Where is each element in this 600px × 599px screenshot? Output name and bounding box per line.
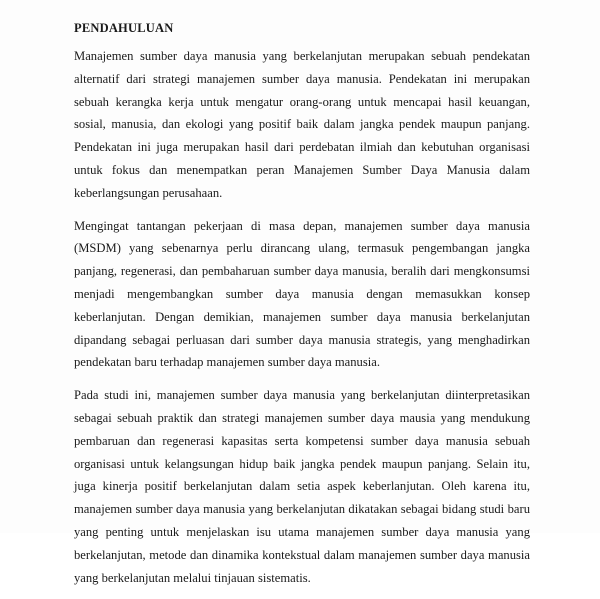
paragraph-3: Pada studi ini, manajemen sumber daya manusia yang berkelanjutan diinterpretasikan sebagai sebuah praktik dan strategi manajemen sumber daya mausia yang mendukung pembaruan dan regenerasi kapasitas serta kompetensi sumber daya manusia sebuah organisasi untuk kelangsungan hidup baik jangka pendek maupun panjang. Selain itu, juga kinerja positif berkelanjutan dalam setia aspek keberlanjutan. Oleh karena itu, manajemen sumber daya manusia yang berkelanjutan dikatakan sebagai bidang studi baru yang penting untuk menjelaskan isu utama manajemen sumber daya manusia yang berkelanjutan, metode dan dinamika kontekstual dalam manajemen sumber daya manusia yang berkelanjutan melalui tinjauan sistematis.: [74, 388, 530, 585]
section-heading: PENDAHULUAN: [74, 21, 174, 35]
paragraph-2: Mengingat tantangan pekerjaan di masa depan, manajemen sumber daya manusia (MSDM) yang sebenarnya perlu dirancang ulang, termasuk pengembangan jangka panjang, regenerasi, dan pembaharuan sumber daya manusia, beralih dari mengkonsumsi menjadi mengembangkan sumber daya manusia dengan memasukkan konsep keberlanjutan. Dengan demikian, manajemen sumber daya manusia berkelanjutan dipandang sebagai perluasan dari sumber daya manusia strategis, yang menghadirkan pendekatan baru terhadap manajemen sumber daya manusia.: [74, 218, 530, 370]
document-body: [74, 18, 530, 599]
paragraph-1: Manajemen sumber daya manusia yang berkelanjutan merupakan sebuah pendekatan alternatif dari strategi manajemen sumber daya manusia. Pendekatan ini merupakan sebuah kerangka kerja untuk mengatur orang-orang untuk mencapai hasil keuangan, sosial, manusia, dan ekologi yang positif baik dalam jangka pendek maupun panjang. Pendekatan ini juga merupakan hasil dari perdebatan ilmiah dan kebutuhan organisasi untuk fokus dan menempatkan peran Manajemen Sumber Daya Manusia dalam keberlangsungan perusahaan.: [74, 49, 530, 200]
